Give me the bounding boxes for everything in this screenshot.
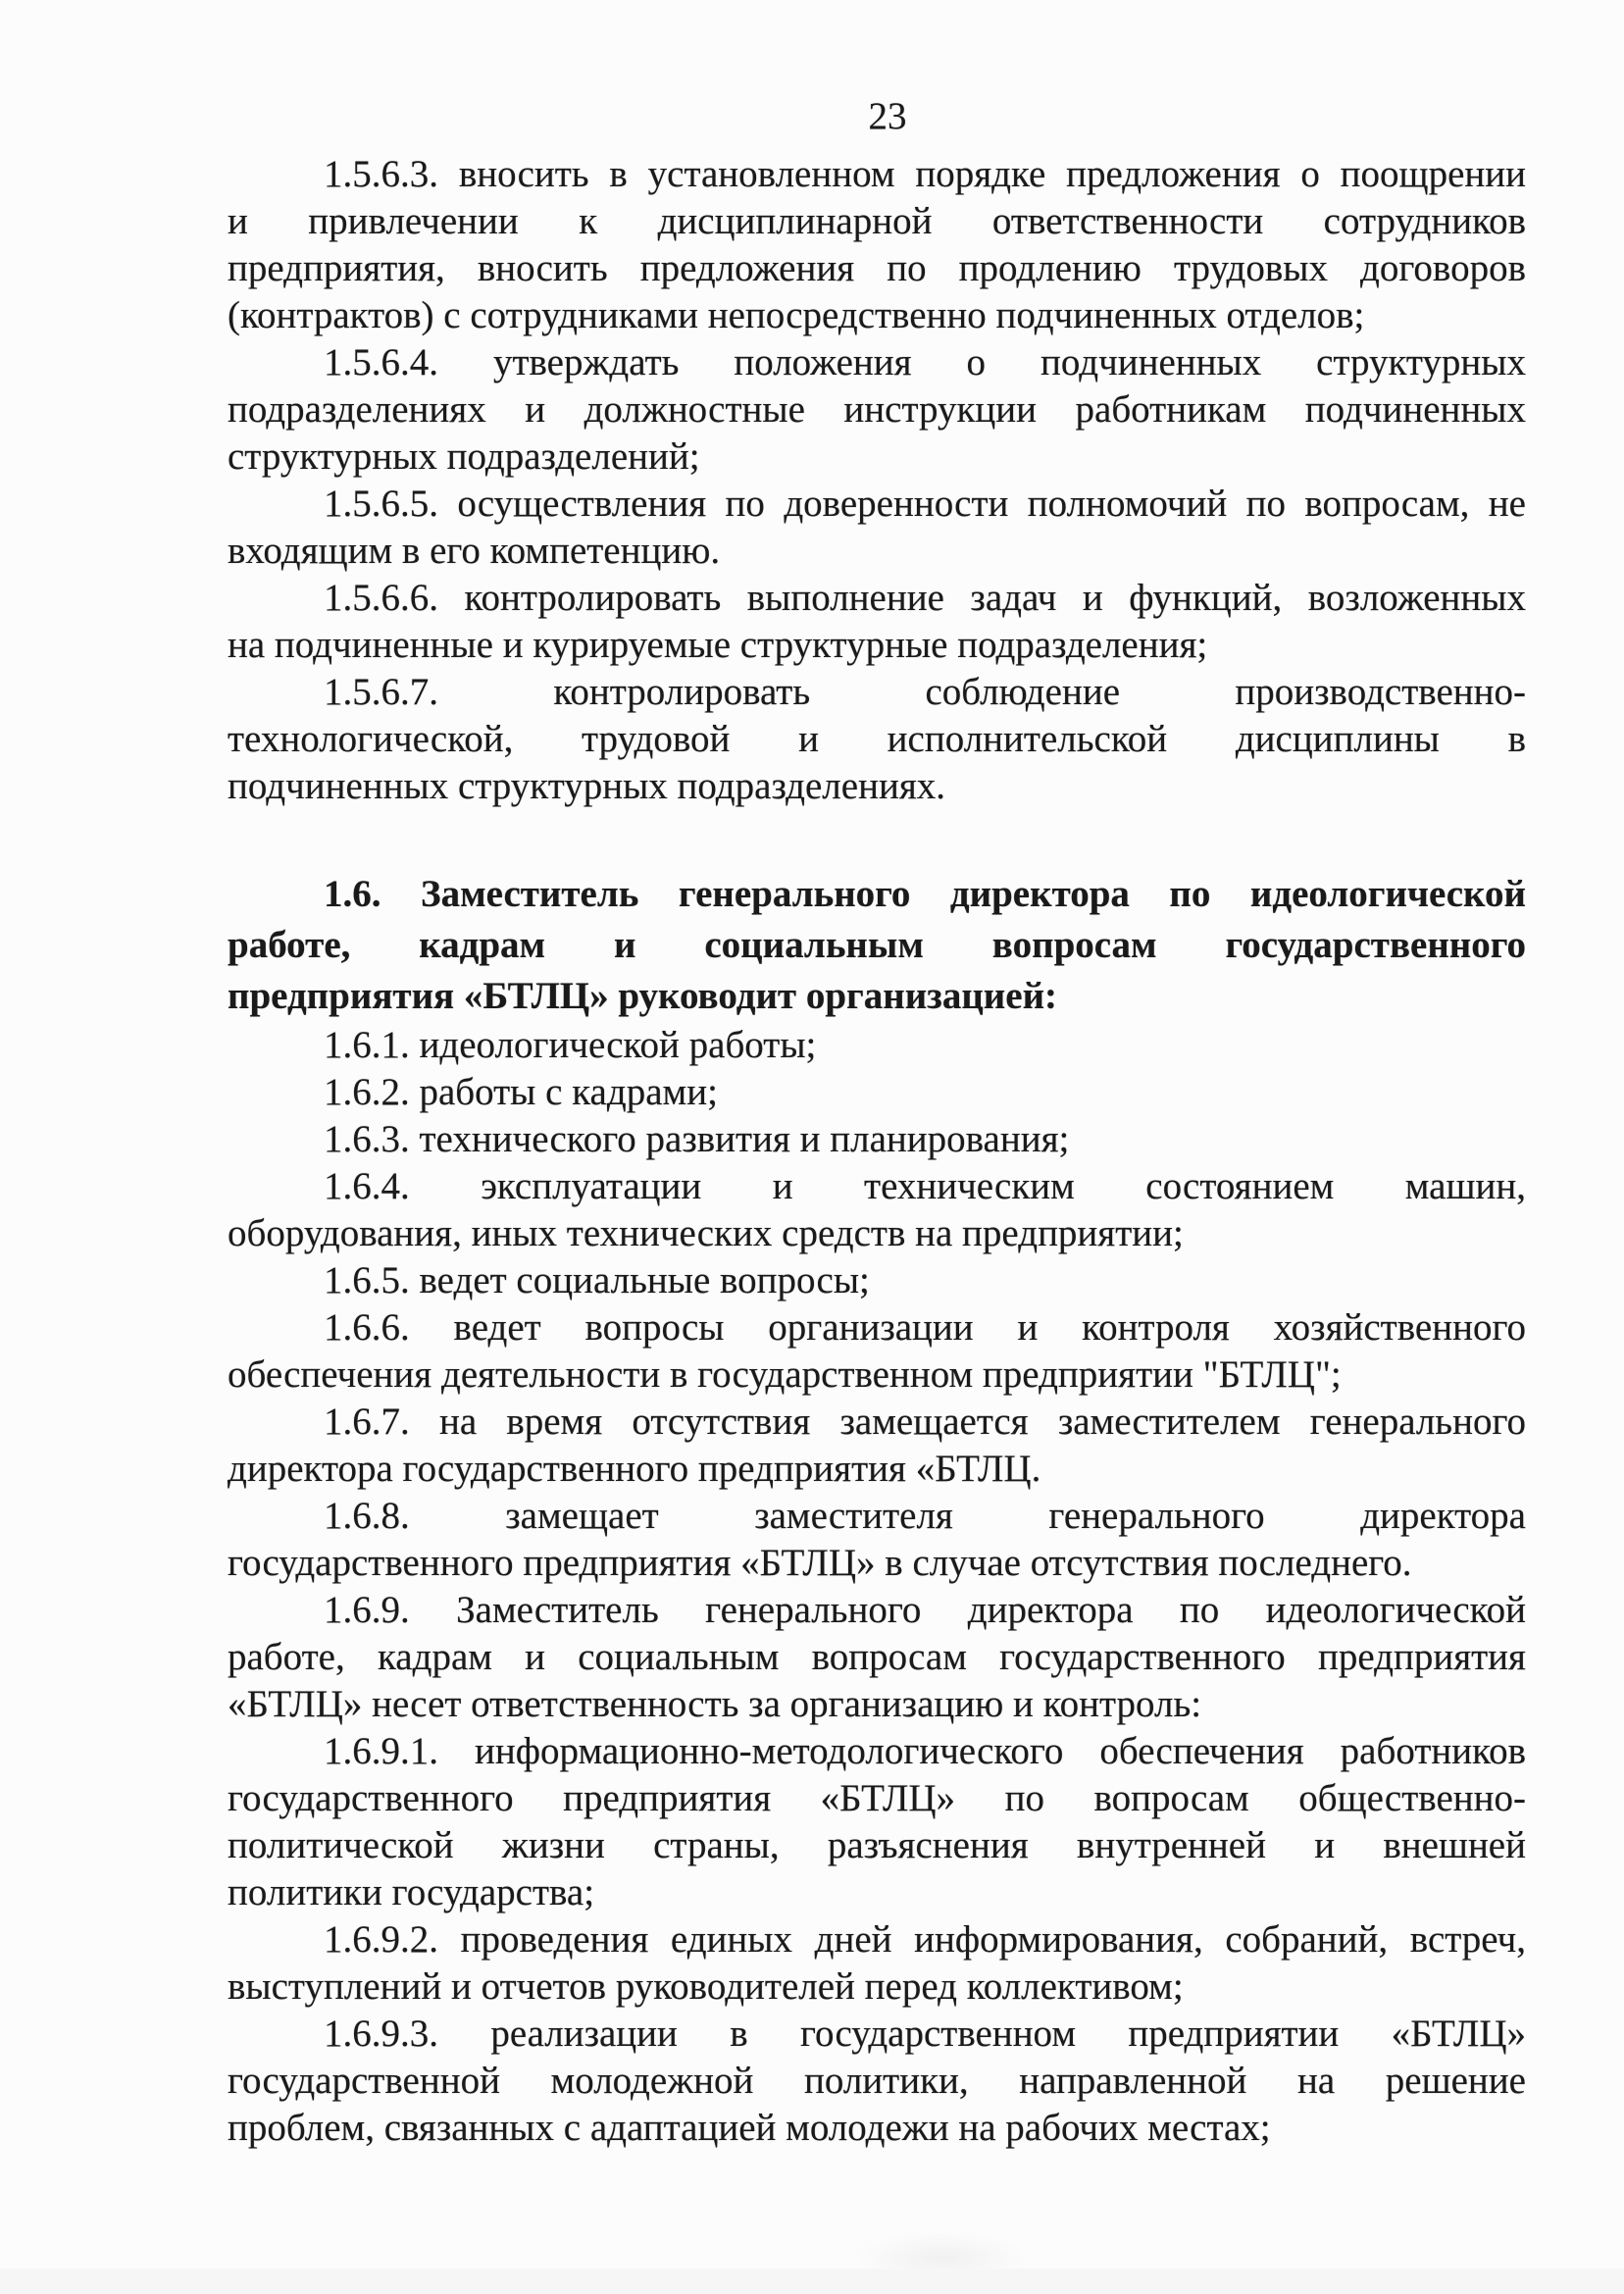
paragraph (228, 1069, 1526, 1116)
document-body (228, 151, 1526, 2152)
text-line: 1.5.6.7. контролировать соблюдение производственно- (324, 671, 1526, 713)
text-line: подчиненных структурных подразделениях. (228, 765, 946, 807)
text-line: 1.6.8. замещает заместителя генерального директора (324, 1495, 1526, 1537)
text-line: 1.6.1. идеологической работы; (324, 1024, 817, 1066)
text-line: работе, кадрам и социальным вопросам государственного (228, 924, 1526, 966)
text-line: структурных подразделений; (228, 435, 700, 478)
paragraph (228, 1728, 1526, 1916)
paragraph (228, 1116, 1526, 1163)
text-line: 1.5.6.6. контролировать выполнение задач и функций, возложенных (324, 577, 1526, 619)
text-line: 1.6.9.1. информационно-методологического обеспечения работников (324, 1730, 1526, 1772)
text-line: 1.6.9.2. проведения единых дней информирования, собраний, встреч, (324, 1918, 1526, 1961)
text-line: 1.6.3. технического развития и планирования; (324, 1118, 1070, 1160)
text-line: и привлечении к дисциплинарной ответственности сотрудников (228, 200, 1526, 242)
paragraph (228, 151, 1526, 339)
text-line: государственного предприятия «БТЛЦ» в случае отсутствия последнего. (228, 1542, 1412, 1584)
text-line: входящим в его компетенцию. (228, 530, 721, 572)
text-line: проблем, связанных с адаптацией молодежи на рабочих местах; (228, 2107, 1271, 2149)
text-line: государственного предприятия «БТЛЦ» по вопросам общественно- (228, 1777, 1526, 1819)
paragraph (228, 1022, 1526, 1069)
paragraph (228, 1399, 1526, 1493)
paragraph (228, 1163, 1526, 1257)
section-heading (228, 869, 1526, 1022)
paragraph (228, 1587, 1526, 1728)
scan-edge-band-artifact (0, 2269, 1624, 2294)
text-line: 1.5.6.4. утверждать положения о подчиненных структурных (324, 341, 1526, 383)
paragraph (228, 1916, 1526, 2011)
text-line: политики государства; (228, 1871, 595, 1913)
text-line: (контрактов) с сотрудниками непосредственно подчиненных отделов; (228, 294, 1365, 336)
paragraph (228, 2011, 1526, 2152)
text-line: 1.6. Заместитель генерального директора по идеологической (324, 873, 1526, 915)
text-line: предприятия, вносить предложения по продлению трудовых договоров (228, 247, 1526, 289)
text-line: 1.5.6.3. вносить в установленном порядке предложения о поощрении (324, 153, 1526, 195)
text-line: 1.6.2. работы с кадрами; (324, 1071, 718, 1113)
paragraph (228, 1493, 1526, 1587)
text-line: директора государственного предприятия «БТЛЦ. (228, 1448, 1041, 1490)
page-number: 23 (868, 95, 907, 137)
text-line: государственной молодежной политики, направленной на решение (228, 2060, 1526, 2102)
text-line: обеспечения деятельности в государственном предприятии "БТЛЦ"; (228, 1353, 1342, 1396)
text-line: предприятия «БТЛЦ» руководит организацией: (228, 975, 1058, 1017)
text-line: работе, кадрам и социальным вопросам государственного предприятия (228, 1636, 1526, 1678)
text-line: подразделениях и должностные инструкции работникам подчиненных (228, 388, 1526, 431)
text-line: на подчиненные и курируемые структурные подразделения; (228, 624, 1208, 666)
text-line: технологической, трудовой и исполнительской дисциплины в (228, 718, 1526, 760)
text-line: 1.6.5. ведет социальные вопросы; (324, 1259, 870, 1301)
text-line: 1.6.9.3. реализации в государственном предприятии «БТЛЦ» (324, 2013, 1526, 2055)
text-line: оборудования, иных технических средств на предприятии; (228, 1212, 1184, 1254)
text-line: выступлений и отчетов руководителей перед коллективом; (228, 1965, 1184, 2008)
paragraph (228, 669, 1526, 810)
text-line: 1.6.9. Заместитель генерального директора по идеологической (324, 1589, 1526, 1631)
text-line: 1.6.7. на время отсутствия замещается заместителем генерального (324, 1401, 1526, 1443)
paragraph (228, 1304, 1526, 1399)
paragraph (228, 339, 1526, 481)
text-line: политической жизни страны, разъяснения внутренней и внешней (228, 1824, 1526, 1866)
paragraph (228, 1257, 1526, 1304)
text-line: 1.5.6.5. осуществления по доверенности полномочий по вопросам, не (324, 483, 1526, 525)
text-line: 1.6.6. ведет вопросы организации и контроля хозяйственного (324, 1306, 1526, 1349)
paragraph (228, 575, 1526, 669)
paragraph (228, 481, 1526, 575)
text-line: 1.6.4. эксплуатации и техническим состоянием машин, (324, 1165, 1526, 1207)
text-line: «БТЛЦ» несет ответственность за организацию и контроль: (228, 1683, 1202, 1725)
